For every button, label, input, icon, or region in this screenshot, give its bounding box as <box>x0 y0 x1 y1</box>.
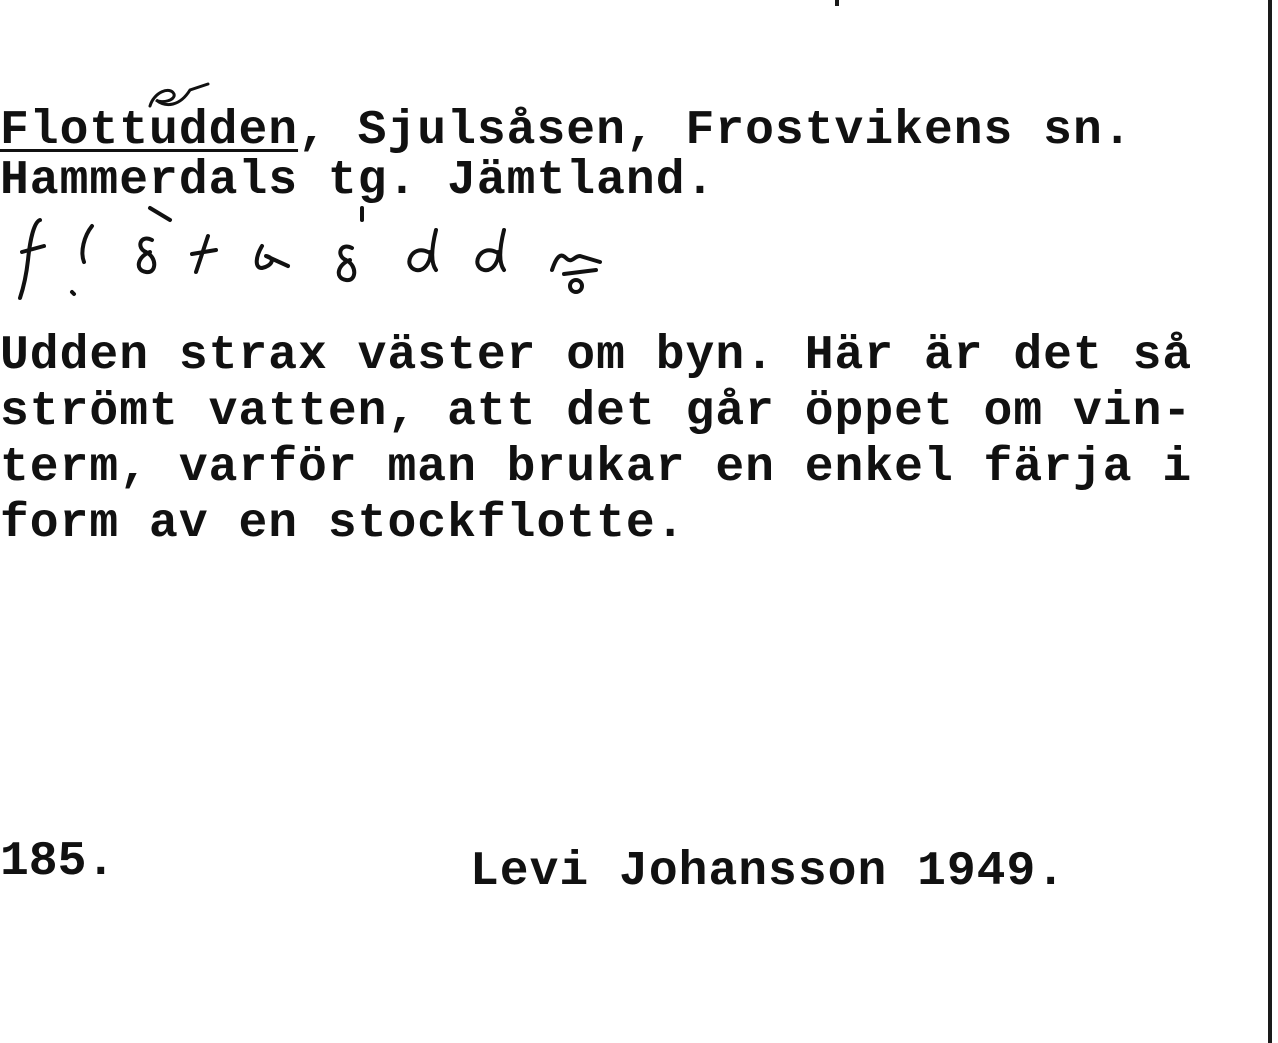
phonetic-handwriting <box>0 200 640 310</box>
headword: Flottudden <box>0 104 299 158</box>
informant-and-year: Levi Johansson 1949. <box>470 845 1067 899</box>
card-right-edge <box>1268 0 1272 1043</box>
phonetic-transcription <box>0 200 640 310</box>
location-text: , Sjulsåsen, Frostvikens sn. <box>298 104 1133 158</box>
description-paragraph <box>0 328 1192 552</box>
heading-line-1 <box>0 104 1133 158</box>
description-line: term, varför man brukar en enkel färja i <box>0 441 1193 495</box>
card-number: 185. <box>0 835 116 889</box>
description-line: form av en stockflotte. <box>0 497 686 551</box>
description-line: strömt vatten, att det går öppet om vin- <box>0 385 1193 439</box>
top-edge-mark <box>835 0 839 6</box>
heading-line-2: Hammerdals tg. Jämtland. <box>0 154 716 208</box>
description-line: Udden strax väster om byn. Här är det så <box>0 329 1193 383</box>
